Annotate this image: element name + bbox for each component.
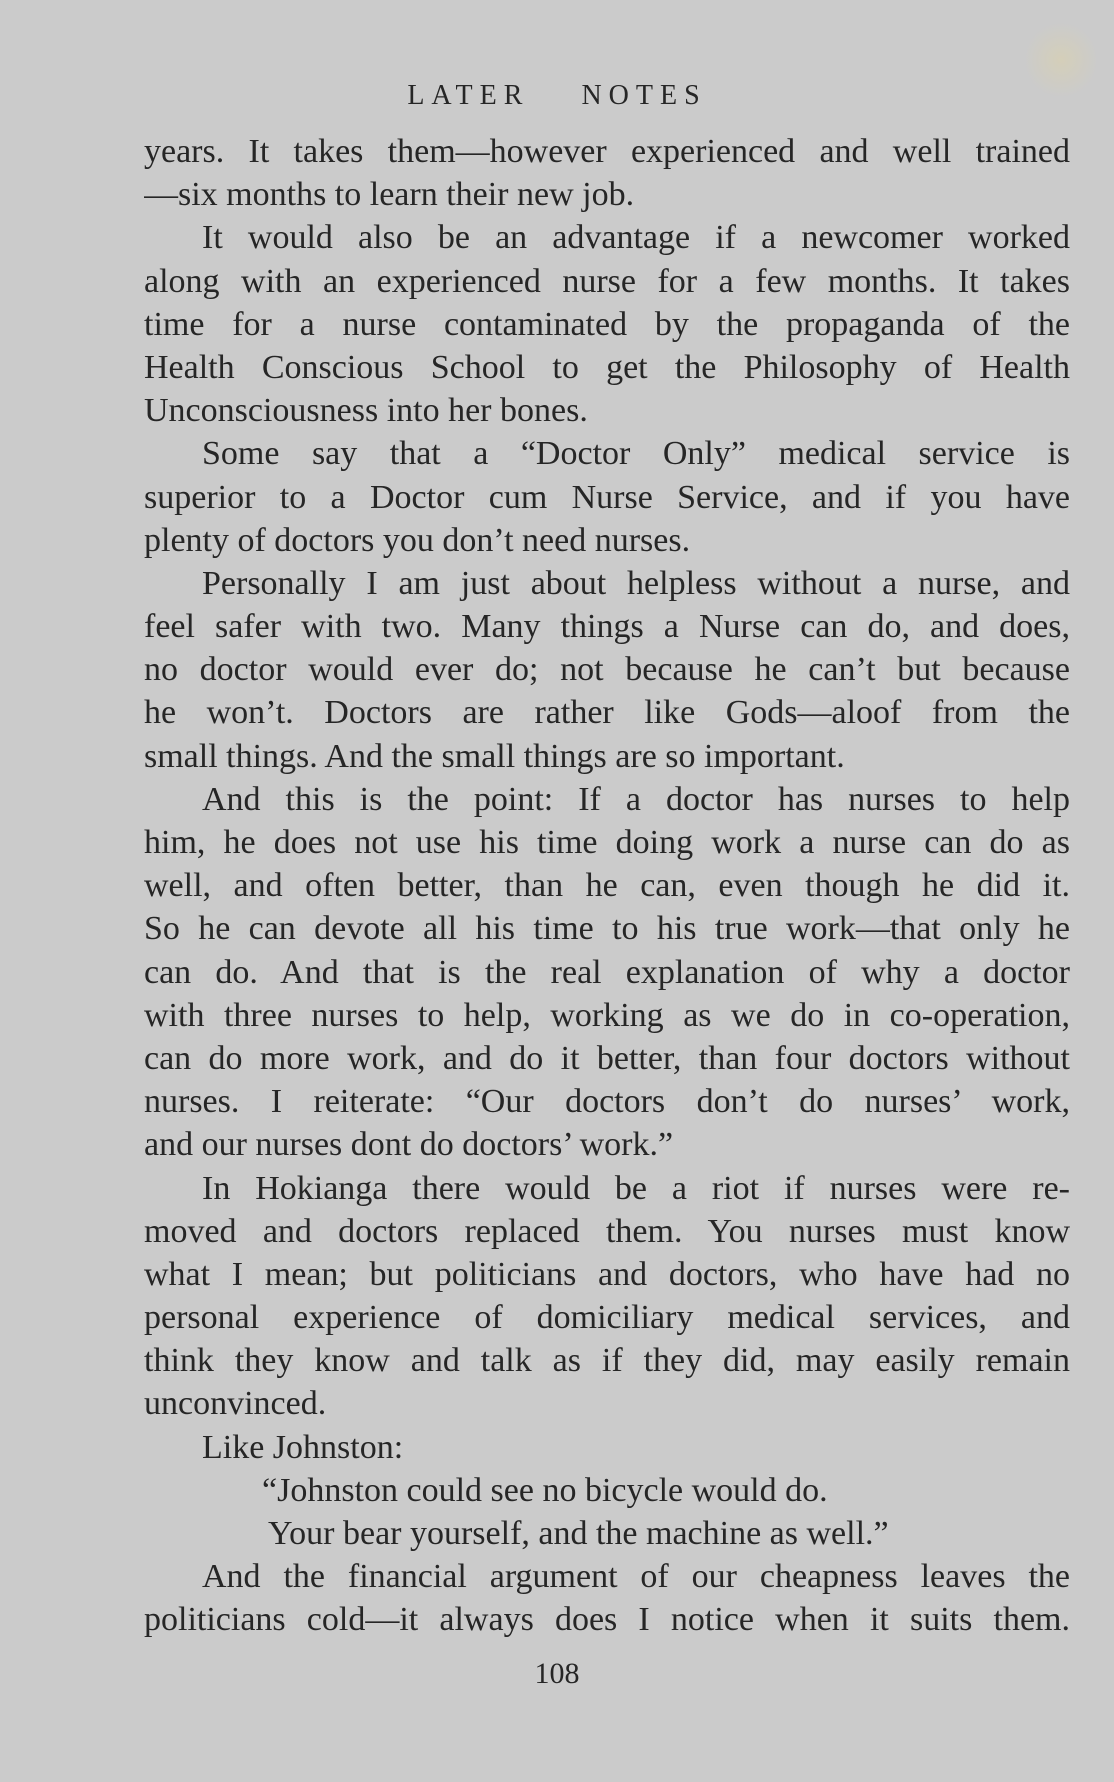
text-line: can do more work, and do it better, than four doctors without (144, 1039, 1070, 1077)
text-line: personal experience of domiciliary medical services, and (144, 1299, 1070, 1337)
text-line: can do. And that is the real explanation of why a doctor (144, 953, 1070, 991)
text-line: time for a nurse contaminated by the propaganda of the (144, 305, 1070, 343)
text-line: It would also be an advantage if a newcomer worked (202, 219, 1070, 257)
text-line: nurses. I reiterate: “Our doctors don’t do nurses’ work, (144, 1083, 1070, 1121)
text-line: So he can devote all his time to his true work—that only he (144, 910, 1070, 948)
page-number: 108 (534, 1657, 580, 1690)
text-line: politicians cold—it always does I notice when it suits them. (144, 1601, 1070, 1639)
text-line: think they know and talk as if they did, may easily remain (144, 1342, 1070, 1380)
text-line: unconvinced. (144, 1385, 327, 1423)
text-line: and our nurses dont do doctors’ work.” (144, 1126, 674, 1164)
text-line: And the financial argument of our cheapness leaves the (202, 1558, 1070, 1596)
text-line: Like Johnston: (202, 1428, 404, 1466)
text-line: plenty of doctors you don’t need nurses. (144, 521, 691, 559)
text-line: Some say that a “Doctor Only” medical service is (202, 435, 1070, 473)
text-line: Health Conscious School to get the Philosophy of Health (144, 348, 1070, 386)
text-line: Personally I am just about helpless without a nurse, and (202, 564, 1070, 602)
text-line: moved and doctors replaced them. You nurses must know (144, 1212, 1070, 1250)
text-line: In Hokianga there would be a riot if nurses were re- (202, 1169, 1070, 1207)
text-line: what I mean; but politicians and doctors, who have had no (144, 1255, 1070, 1293)
text-line: well, and often better, than he can, even though he did it. (144, 867, 1070, 905)
text-line: years. It takes them—however experienced and well trained (144, 133, 1070, 170)
text-line: superior to a Doctor cum Nurse Service, and if you have (144, 478, 1070, 516)
text-line: feel safer with two. Many things a Nurse can do, and does, (144, 608, 1070, 646)
verse-line: Your bear yourself, and the machine as well.” (268, 1515, 889, 1552)
verse-line: “Johnston could see no bicycle would do. (262, 1471, 828, 1509)
running-header-right: NOTES (581, 80, 707, 111)
text-line: —six months to learn their new job. (144, 176, 635, 214)
text-line: him, he does not use his time doing work a nurse can do as (144, 824, 1070, 861)
text-line: with three nurses to help, working as we do in co-operation, (144, 996, 1070, 1034)
text-line: small things. And the small things are so important. (144, 737, 845, 775)
text-line: along with an experienced nurse for a few months. It takes (144, 262, 1070, 300)
running-header (0, 80, 1114, 112)
text-line: And this is the point: If a doctor has nurses to help (202, 780, 1070, 818)
body-text (144, 130, 1070, 1642)
text-line: Unconsciousness into her bones. (144, 392, 588, 430)
running-header-left: LATER (407, 80, 530, 111)
text-line: he won’t. Doctors are rather like Gods—aloof from the (144, 694, 1070, 732)
text-line: no doctor would ever do; not because he can’t but because (144, 651, 1070, 689)
